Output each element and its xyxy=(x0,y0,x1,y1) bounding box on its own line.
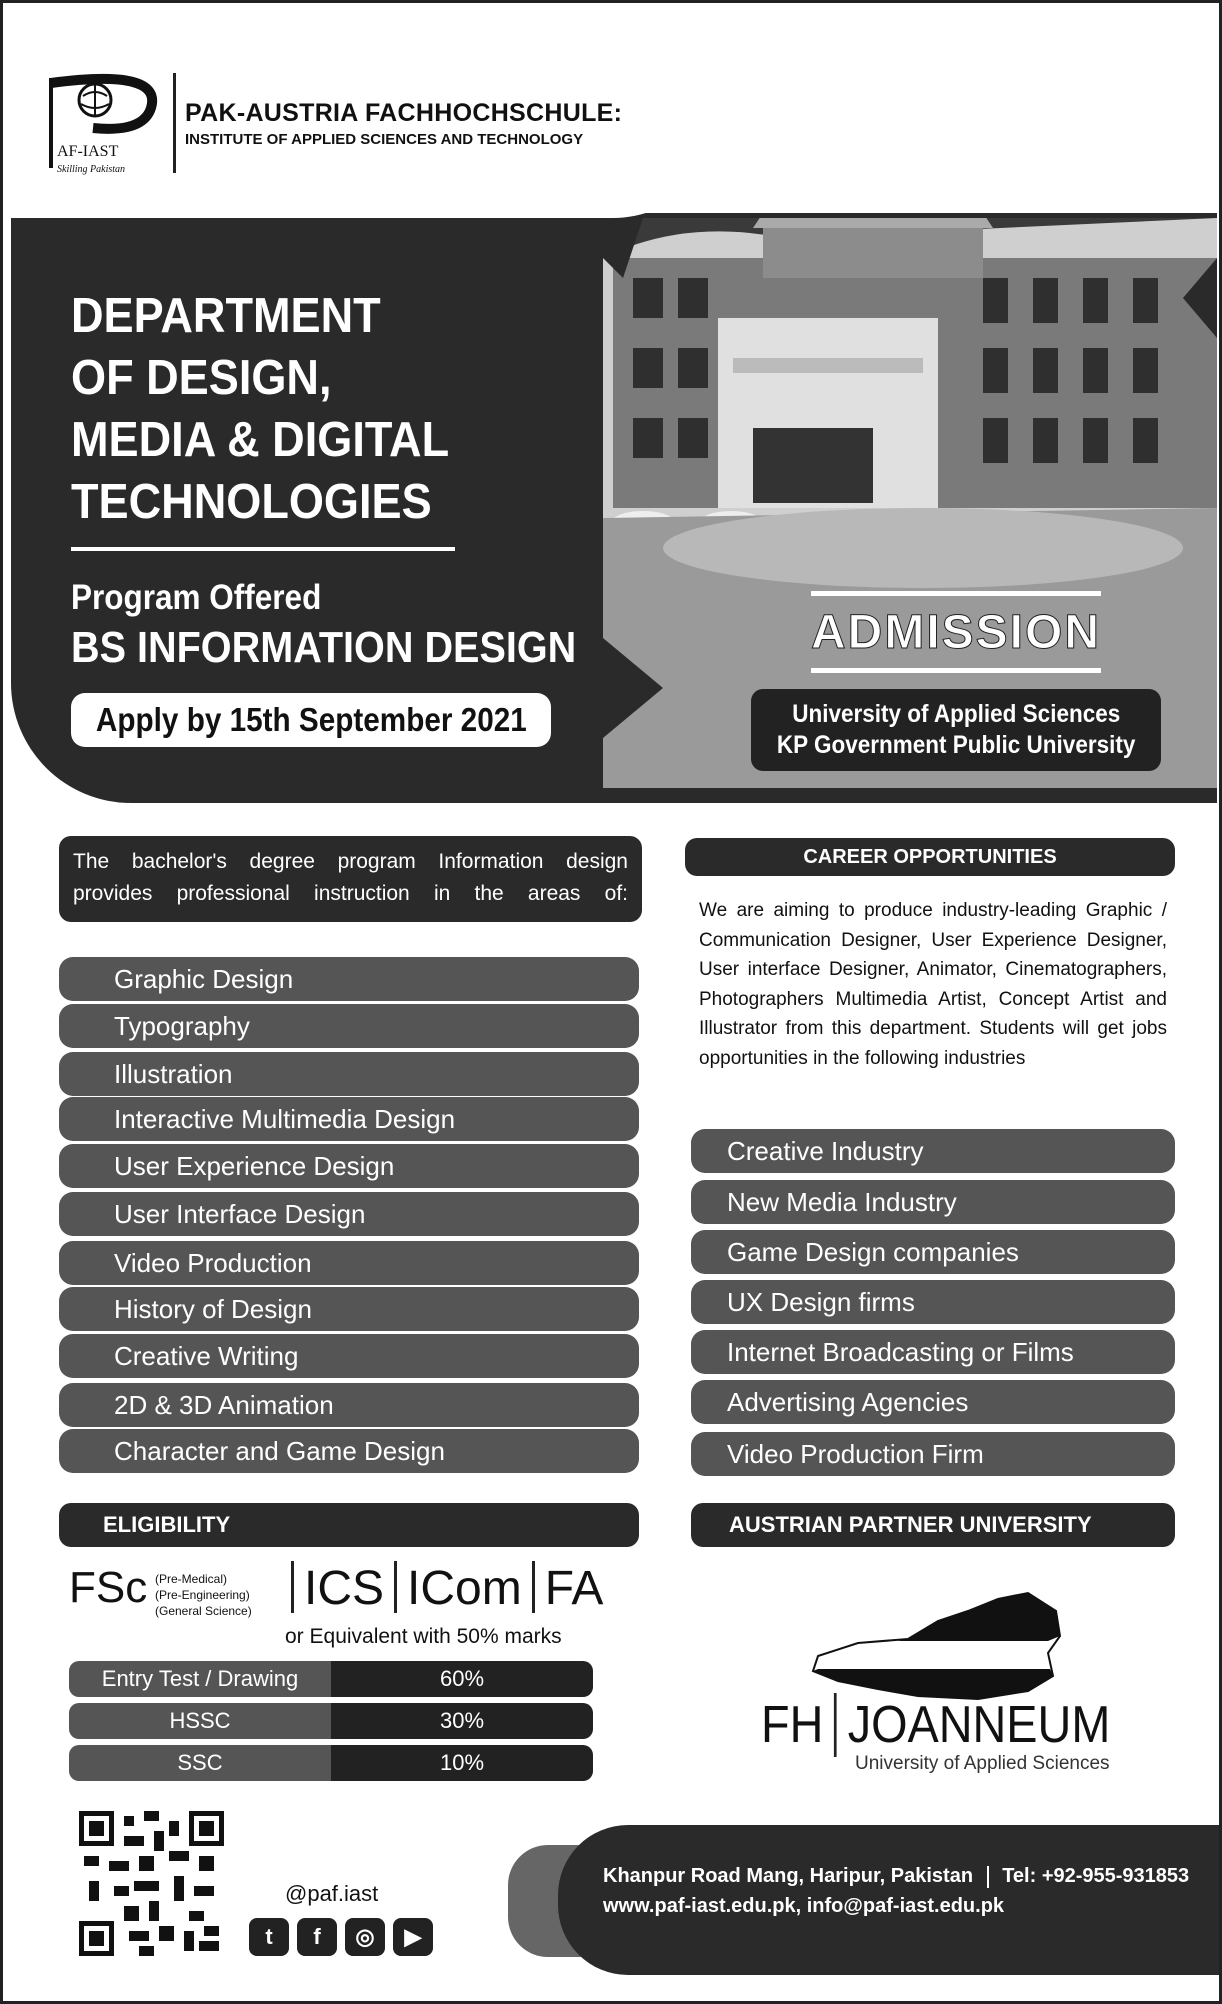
industry-item: Internet Broadcasting or Films xyxy=(691,1330,1175,1374)
telephone[interactable]: Tel: +92-955-931853 xyxy=(1002,1865,1190,1887)
website-link[interactable]: www.paf-iast.edu.pk, xyxy=(603,1895,802,1917)
youtube-icon[interactable]: ▶ xyxy=(393,1918,433,1956)
qr-code-icon[interactable] xyxy=(79,1811,224,1956)
divider xyxy=(394,1561,397,1613)
weight-row xyxy=(69,1745,593,1781)
social-icons xyxy=(249,1918,433,1956)
logo-tagline: Skilling Pakistan xyxy=(57,164,126,175)
partner-subtitle: University of Applied Sciences xyxy=(855,1753,1110,1774)
qualification: FA xyxy=(544,1562,604,1615)
weight-value: 60% xyxy=(331,1661,593,1697)
area-item: Graphic Design xyxy=(59,957,639,1001)
partner-logo xyxy=(761,1693,1110,1757)
fsc-option: (Pre-Engineering) xyxy=(155,1588,250,1602)
admission-text: ADMISSION xyxy=(811,605,1102,659)
divider xyxy=(291,1561,294,1613)
logo-divider xyxy=(173,73,176,173)
fsc-option: (General Science) xyxy=(155,1604,252,1618)
fsc-label: FSc xyxy=(69,1563,148,1612)
program-intro: The bachelor's degree program Information design provides professional instruction in the areas of: xyxy=(59,836,642,922)
industry-item: UX Design firms xyxy=(691,1280,1175,1324)
instagram-icon[interactable]: ◎ xyxy=(345,1918,385,1956)
university-status-badge xyxy=(751,689,1161,771)
university-line-1: University of Applied Sciences xyxy=(791,700,1121,728)
industry-item: Game Design companies xyxy=(691,1230,1175,1274)
divider xyxy=(834,1693,837,1757)
admission-banner xyxy=(811,591,1101,673)
institute-subtitle: INSTITUTE OF APPLIED SCIENCES AND TECHNOLOGY xyxy=(185,131,584,148)
area-item: User Experience Design xyxy=(59,1144,639,1188)
twitter-icon[interactable]: t xyxy=(249,1918,289,1956)
industry-item: Video Production Firm xyxy=(691,1432,1175,1476)
department-line: TECHNOLOGIES xyxy=(71,475,432,529)
area-item: Typography xyxy=(59,1004,639,1048)
af-iast-logo xyxy=(33,68,171,176)
career-heading: CAREER OPPORTUNITIES xyxy=(685,838,1175,876)
industry-item: Advertising Agencies xyxy=(691,1380,1175,1424)
weight-label: Entry Test / Drawing xyxy=(69,1661,331,1697)
qualification-list xyxy=(281,1561,603,1616)
partner-name-right: JOANNEUM xyxy=(847,1696,1111,1754)
email-link[interactable]: info@paf-iast.edu.pk xyxy=(806,1895,1005,1917)
area-item: Video Production xyxy=(59,1241,639,1285)
industry-item: New Media Industry xyxy=(691,1180,1175,1224)
equivalent-note: or Equivalent with 50% marks xyxy=(285,1625,562,1648)
social-handle: @paf.iast xyxy=(285,1881,379,1906)
program-label: Program Offered xyxy=(71,578,322,617)
qualification: ICS xyxy=(304,1562,385,1615)
fsc-option: (Pre-Medical) xyxy=(155,1572,228,1586)
department-line: OF DESIGN, xyxy=(71,351,332,405)
divider xyxy=(987,1866,989,1888)
fsc-options xyxy=(155,1571,252,1619)
weight-label: HSSC xyxy=(69,1703,331,1739)
area-item: Illustration xyxy=(59,1052,639,1096)
footer-web-line xyxy=(603,1895,1004,1918)
area-item: 2D & 3D Animation xyxy=(59,1383,639,1427)
partner-heading: AUSTRIAN PARTNER UNIVERSITY xyxy=(691,1503,1175,1547)
logo-text: AF-IAST xyxy=(57,143,119,160)
area-item: Character and Game Design xyxy=(59,1429,639,1473)
weight-row xyxy=(69,1703,593,1739)
area-item: Creative Writing xyxy=(59,1334,639,1378)
title-divider xyxy=(71,547,455,551)
department-title xyxy=(71,285,541,533)
partner-name-left: FH xyxy=(761,1696,824,1754)
industry-item: Creative Industry xyxy=(691,1129,1175,1173)
apply-deadline-badge xyxy=(71,693,551,747)
department-line: DEPARTMENT xyxy=(71,289,381,343)
weight-value: 30% xyxy=(331,1703,593,1739)
weight-value: 10% xyxy=(331,1745,593,1781)
area-item: History of Design xyxy=(59,1287,639,1331)
eligibility-heading: ELIGIBILITY xyxy=(59,1503,639,1547)
university-line-2: KP Government Public University xyxy=(776,731,1136,759)
facebook-icon[interactable]: f xyxy=(297,1918,337,1956)
footer-contact-line xyxy=(603,1865,1189,1888)
career-description: We are aiming to produce industry-leading Graphic / Communication Designer, User Experience Designer, User interface Designer, Animator, Cinematographers, Photographers Multimedia Artist, Concept Artist and Illustrator from this department. Students will get jobs opportunities in the following industries xyxy=(699,900,1167,1069)
apply-deadline-text: Apply by 15th September 2021 xyxy=(95,701,527,738)
area-item: User Interface Design xyxy=(59,1192,639,1236)
qualification: ICom xyxy=(407,1562,522,1615)
department-line: MEDIA & DIGITAL xyxy=(71,413,450,467)
institute-name: PAK-AUSTRIA FACHHOCHSCHULE: xyxy=(185,99,623,127)
address: Khanpur Road Mang, Haripur, Pakistan xyxy=(603,1865,974,1887)
weight-row xyxy=(69,1661,593,1697)
weight-label: SSC xyxy=(69,1745,331,1781)
area-item: Interactive Multimedia Design xyxy=(59,1097,639,1141)
divider xyxy=(532,1561,535,1613)
program-name: BS INFORMATION DESIGN xyxy=(71,623,577,672)
